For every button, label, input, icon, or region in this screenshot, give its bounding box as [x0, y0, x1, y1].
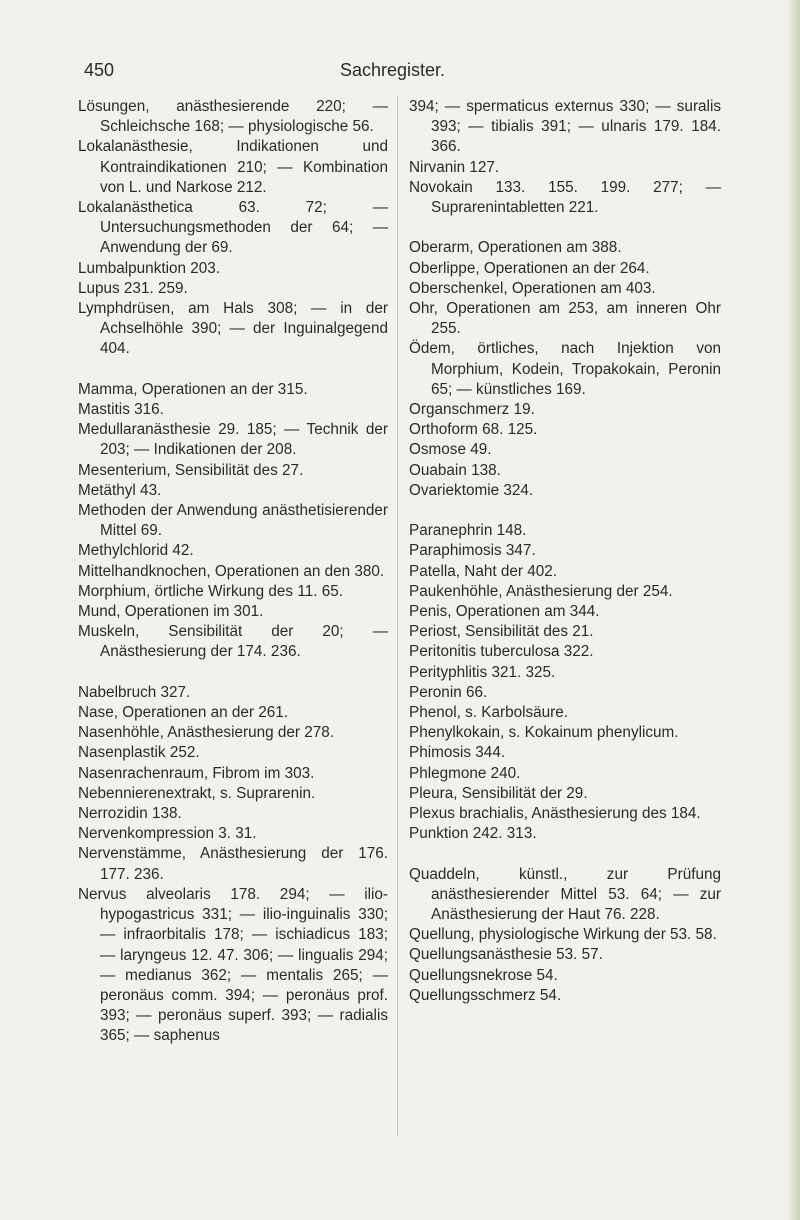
- index-column-left: [78, 97, 388, 1047]
- index-entry: Nasenhöhle, Anästhesierung der 278.: [78, 724, 334, 742]
- index-entry: Metäthyl 43.: [78, 481, 162, 499]
- index-entry: Punktion 242. 313.: [409, 825, 537, 843]
- index-entry: Patella, Naht der 402.: [409, 562, 557, 580]
- column-divider: [397, 96, 398, 1136]
- index-entry: Mittelhandknochen, Operationen an den 380.: [78, 562, 385, 580]
- index-entry: Plexus brachialis, Anästhesierung des 184.: [409, 805, 701, 823]
- index-entry: Nasenrachenraum, Fibrom im 303.: [78, 764, 315, 782]
- index-column-right: [409, 97, 721, 1006]
- index-entry: Medullaranästhesie 29. 185; — Technik der 203; — Indikationen der 208.: [78, 421, 388, 459]
- index-entry: Lokalanästhesie, Indikationen und Kontraindikationen 210; — Kombination von L. und Narkose 212.: [78, 138, 388, 196]
- page-header: [0, 60, 800, 90]
- index-entry: Organschmerz 19.: [409, 401, 535, 419]
- index-entry: Nerrozidin 138.: [78, 805, 182, 823]
- index-entry: Quellungsanästhesie 53. 57.: [409, 946, 603, 964]
- index-entry: Novokain 133. 155. 199. 277; — Suprarenintabletten 221.: [409, 178, 721, 217]
- index-entry: Nervenstämme, Anästhesierung der 176. 177. 236.: [78, 845, 388, 883]
- page-number: 450: [84, 60, 115, 80]
- index-entry: Nabelbruch 327.: [78, 683, 191, 701]
- index-entry: Ouabain 138.: [409, 461, 501, 479]
- index-entry: Lumbalpunktion 203.: [78, 259, 221, 277]
- index-entry: Quellung, physiologische Wirkung der 53. 58.: [409, 926, 717, 944]
- index-entry: Pleura, Sensibilität der 29.: [409, 784, 588, 802]
- index-entry: Lösungen, anästhesierende 220; — Schleichsche 168; — physiologische 56.: [78, 98, 388, 136]
- index-entry: Phenol, s. Karbolsäure.: [409, 704, 569, 722]
- index-entry: Nervenkompression 3. 31.: [78, 825, 257, 843]
- index-entry: Ödem, örtliches, nach Injektion von Morphium, Kodein, Tropakokain, Peronin 65; — künstliches 169.: [409, 340, 721, 398]
- index-entry: Nervus alveolaris 178. 294; — ilio-hypogastricus 331; — ilio-inguinalis 330; — infraorbitalis 178; — ischiadicus 183; — laryngeus 12. 47. 306; — lingualis 294; — medianus 362; — mentalis 265; — peronäus comm. 394; — peronäus prof. 393; — peronäus superf. 393; — radialis 365; — saphenus: [78, 885, 388, 1045]
- index-entry: Oberarm, Operationen am 388.: [409, 239, 622, 257]
- index-entry: Ovariektomie 324.: [409, 481, 534, 499]
- index-entry: Lokalanästhetica 63. 72; — Untersuchungsmethoden der 64; — Anwendung der 69.: [78, 199, 388, 257]
- index-entry: Phimosis 344.: [409, 744, 506, 762]
- index-entry: Mamma, Operationen an der 315.: [78, 380, 308, 398]
- index-entry: Osmose 49.: [409, 441, 492, 459]
- index-entry: Nebennierenextrakt, s. Suprarenin.: [78, 784, 316, 802]
- index-entry: Methoden der Anwendung anästhetisierender Mittel 69.: [78, 502, 388, 540]
- index-entry: Paraphimosis 347.: [409, 542, 536, 560]
- index-entry: Penis, Operationen am 344.: [409, 603, 600, 621]
- index-entry: Nirvanin 127.: [409, 158, 500, 176]
- index-entry: Oberschenkel, Operationen am 403.: [409, 279, 656, 297]
- index-entry: Quellungsnekrose 54.: [409, 966, 558, 984]
- index-entry: Mesenterium, Sensibilität des 27.: [78, 461, 304, 479]
- index-entry: Paranephrin 148.: [409, 522, 527, 540]
- index-entry: Periost, Sensibilität des 21.: [409, 623, 594, 641]
- index-entry: Lymphdrüsen, am Hals 308; — in der Achselhöhle 390; — der Inguinalgegend 404.: [78, 300, 388, 358]
- index-entry: Oberlippe, Operationen an der 264.: [409, 259, 650, 277]
- index-entry: Nase, Operationen an der 261.: [78, 704, 289, 722]
- index-entry: Ohr, Operationen am 253, am inneren Ohr 255.: [409, 300, 721, 338]
- index-entry: Phenylkokain, s. Kokainum phenylicum.: [409, 724, 679, 742]
- index-entry: Paukenhöhle, Anästhesierung der 254.: [409, 582, 673, 600]
- index-entry: Quellungsschmerz 54.: [409, 986, 562, 1004]
- index-entry: Quaddeln, künstl., zur Prüfung anästhesierender Mittel 53. 64; — zur Anästhesierung der Haut 76. 228.: [409, 865, 721, 924]
- index-entry: Morphium, örtliche Wirkung des 11. 65.: [78, 582, 343, 600]
- index-entry: Perityphlitis 321. 325.: [409, 663, 556, 681]
- index-entry: Methylchlorid 42.: [78, 542, 194, 560]
- index-entry: Nasenplastik 252.: [78, 744, 200, 762]
- page-title: Sachregister.: [340, 60, 446, 80]
- index-entry: Lupus 231. 259.: [78, 279, 188, 297]
- index-entry: Mund, Operationen im 301.: [78, 603, 264, 621]
- index-entry: Orthoform 68. 125.: [409, 421, 538, 439]
- page-edge: [786, 0, 800, 1220]
- index-entry: Muskeln, Sensibilität der 20; — Anästhesierung der 174. 236.: [78, 623, 388, 661]
- index-entry: Phlegmone 240.: [409, 764, 521, 782]
- index-entry: Mastitis 316.: [78, 401, 164, 419]
- index-entry: Peritonitis tuberculosa 322.: [409, 643, 594, 661]
- index-entry: 394; — spermaticus externus 330; — suralis 393; — tibialis 391; — ulnaris 179. 184. 366.: [409, 98, 721, 156]
- index-entry: Peronin 66.: [409, 683, 488, 701]
